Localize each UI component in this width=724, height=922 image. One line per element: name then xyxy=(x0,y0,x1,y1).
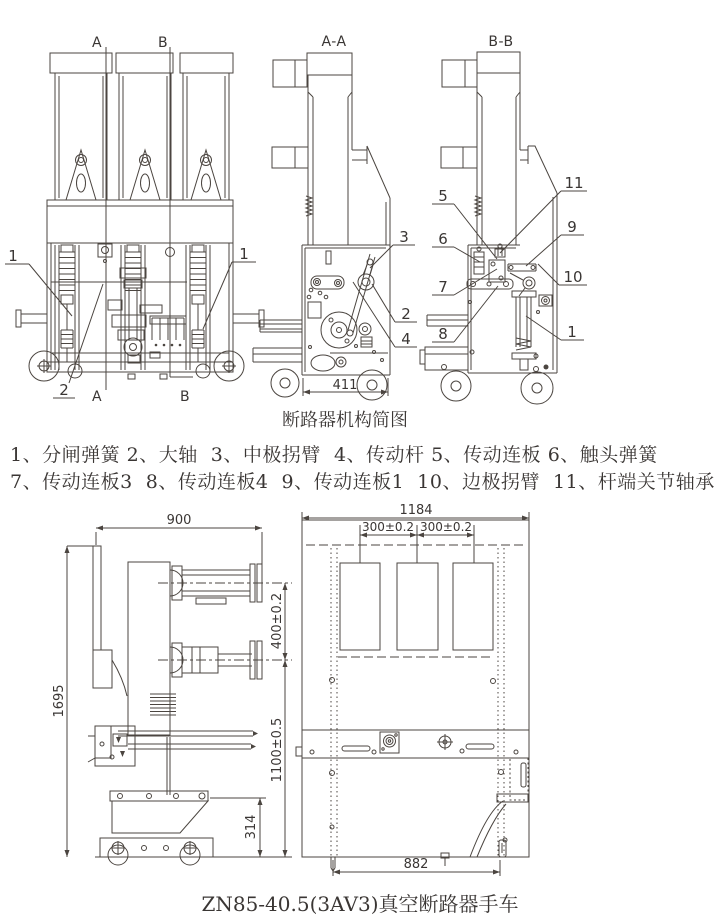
section-label-b-bottom: B xyxy=(179,389,191,405)
dim-900: 900 xyxy=(166,513,192,528)
side-view-drawing xyxy=(65,526,293,866)
callout-2-front: 2 xyxy=(59,381,69,399)
dim-882: 882 xyxy=(403,857,429,872)
view-label-bb: B-B xyxy=(488,34,514,50)
legend-line-1: 1、分闸弹簧 2、大轴 3、中极拐臂 4、传动杆 5、传动连板 6、触头弹簧 xyxy=(10,444,658,466)
legend-line-2: 7、传动连板3 8、传动连板4 9、传动连板1 10、边极拐臂 11、杆端关节轴承 xyxy=(10,471,715,493)
callout-3: 3 xyxy=(399,228,409,246)
dim-411: 411 xyxy=(332,378,358,393)
callout-1-bb: 1 xyxy=(567,323,577,341)
callout-11: 11 xyxy=(564,174,584,192)
figure1-caption: 断路器机构简图 xyxy=(282,410,408,431)
section-label-a-top: A xyxy=(91,35,103,51)
front-view-drawing xyxy=(5,47,264,398)
callout-8: 8 xyxy=(438,325,448,343)
callout-4: 4 xyxy=(401,330,411,348)
dim-1100: 1100±0.5 xyxy=(270,717,285,783)
callout-6: 6 xyxy=(438,230,448,248)
figure2-caption: ZN85-40.5(3AV3)真空断路器手车 xyxy=(201,892,519,916)
callout-1-left: 1 xyxy=(8,247,18,265)
section-aa-drawing xyxy=(253,53,417,400)
rear-view-drawing xyxy=(296,512,529,876)
dim-400: 400±0.2 xyxy=(270,592,285,650)
callout-2-aa: 2 xyxy=(401,305,411,323)
section-label-b-top: B xyxy=(157,35,169,51)
dim-300-left: 300±0.2 xyxy=(361,520,415,534)
callout-7: 7 xyxy=(438,278,448,296)
callout-10: 10 xyxy=(563,268,583,286)
dim-314: 314 xyxy=(244,814,259,840)
dim-1184: 1184 xyxy=(399,503,433,518)
callout-9: 9 xyxy=(567,218,577,236)
section-bb-drawing xyxy=(420,52,587,404)
section-label-a-bottom: A xyxy=(91,389,103,405)
callout-1-right: 1 xyxy=(239,245,249,263)
dim-1695: 1695 xyxy=(52,684,67,718)
dim-300-right: 300±0.2 xyxy=(419,520,473,534)
view-label-aa: A-A xyxy=(321,34,347,50)
callout-5: 5 xyxy=(438,187,448,205)
